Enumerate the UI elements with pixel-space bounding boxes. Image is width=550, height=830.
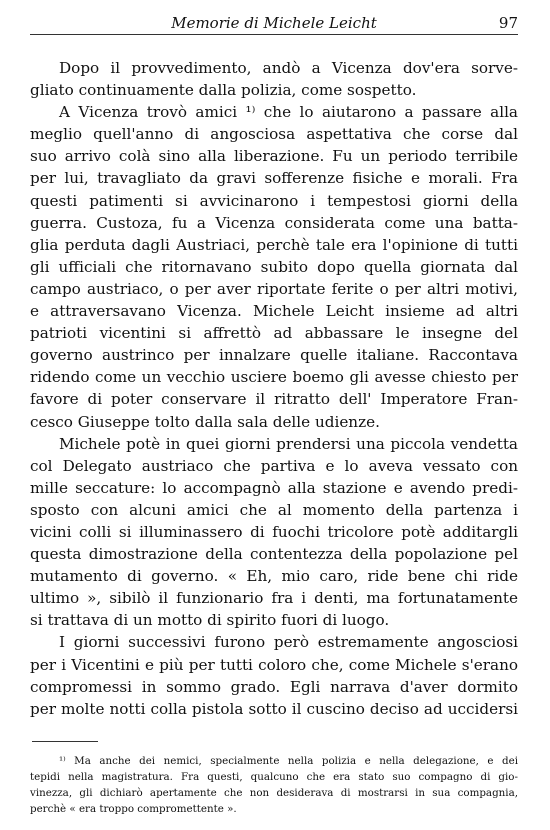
body-text: [30, 57, 518, 720]
paragraph-1: [30, 57, 518, 101]
footnote-line: perchè « era troppo compromettente ».: [30, 803, 237, 815]
page-header: [30, 14, 518, 35]
text-line: suo arrivo colà sino alla liberazione. Fu un periodo terribile: [30, 147, 518, 166]
running-title: Memorie di Michele Leicht: [171, 14, 377, 32]
text-line: mutamento di governo. « Eh, mio caro, ride bene chi ride: [30, 567, 518, 586]
text-line: campo austriaco, o per aver riportate ferite o per altri motivi,: [30, 279, 518, 298]
text-line: sposto con alcuni amici che al momento della partenza i: [30, 500, 518, 519]
text-line: ridendo come un vecchio usciere boemo gli avesse chiesto per: [30, 368, 518, 387]
text-line: Dopo il provvedimento, andò a Vicenza dov'era sorve-: [59, 59, 518, 77]
text-line: questi patimenti si avvicinarono i tempestosi giorni della: [30, 191, 518, 210]
text-line: per lui, travagliato da gravi sofferenze fisiche e morali. Fra: [30, 169, 518, 188]
text-line: ultimo », sibilò il funzionario fra i denti, ma fortunatamente: [30, 589, 518, 608]
text-line: questa dimostrazione della contentezza della popolazione pel: [30, 545, 518, 564]
text-line: col Delegato austriaco che partiva e lo aveva vessato con: [30, 456, 518, 475]
text-line: vicini colli si illuminassero di fuochi tricolore potè additargli: [30, 522, 518, 541]
paragraph-4: [30, 631, 518, 719]
footnote-divider: [32, 741, 98, 742]
paragraph-3: [30, 433, 518, 632]
text-line: cesco Giuseppe tolto dalla sala delle udienze.: [30, 412, 380, 431]
footnote-line: vinezza, gli dichiarò apertamente che non desiderava di mostrarsi in sua compagnia,: [30, 787, 518, 799]
footnote: [30, 753, 518, 817]
text-line: patrioti vicentini si affrettò ad abbassare le insegne del: [30, 324, 518, 343]
text-line: Michele potè in quei giorni prendersi una piccola vendetta: [59, 434, 518, 453]
text-line: gliato continuamente dalla polizia, come sospetto.: [30, 81, 417, 100]
page-number: 97: [498, 14, 518, 32]
text-line: si trattava di un motto di spirito fuori di luogo.: [30, 611, 390, 630]
text-line: per i Vicentini e più per tutti coloro che, come Michele s'erano: [30, 655, 518, 674]
text-line: guerra. Custoza, fu a Vicenza considerata come una batta-: [30, 213, 518, 232]
text-line: gli ufficiali che ritornavano subito dopo quella giornata dal: [30, 257, 518, 276]
footnote-line: tepidi nella magistratura. Fra questi, qualcuno che era stato suo compagno di gio-: [30, 771, 518, 783]
text-line: compromessi in sommo grado. Egli narrava d'aver dormito: [30, 677, 518, 696]
text-line: governo austrinco per innalzare quelle italiane. Raccontava: [30, 346, 518, 365]
paragraph-2: [30, 101, 518, 432]
text-line: A Vicenza trovò amici ¹⁾ che lo aiutarono a passare alla: [59, 103, 518, 122]
text-line: e attraversavano Vicenza. Michele Leicht insieme ad altri: [30, 302, 518, 321]
footnote-line: ¹⁾ Ma anche dei nemici, specialmente nella polizia e nella delegazione, e dei: [59, 755, 518, 767]
text-line: glia perduta dagli Austriaci, perchè tale era l'opinione di tutti: [30, 235, 518, 254]
text-line: meglio quell'anno di angosciosa aspettativa che corse dal: [30, 125, 518, 144]
text-line: mille seccature: lo accompagnò alla stazione e avendo predi-: [30, 478, 518, 497]
text-line: favore di poter conservare il ritratto dell' Imperatore Fran-: [30, 390, 518, 409]
text-line: I giorni successivi furono però estremamente angosciosi: [59, 633, 518, 652]
text-line: per molte notti colla pistola sotto il cuscino deciso ad uccidersi: [30, 699, 518, 718]
